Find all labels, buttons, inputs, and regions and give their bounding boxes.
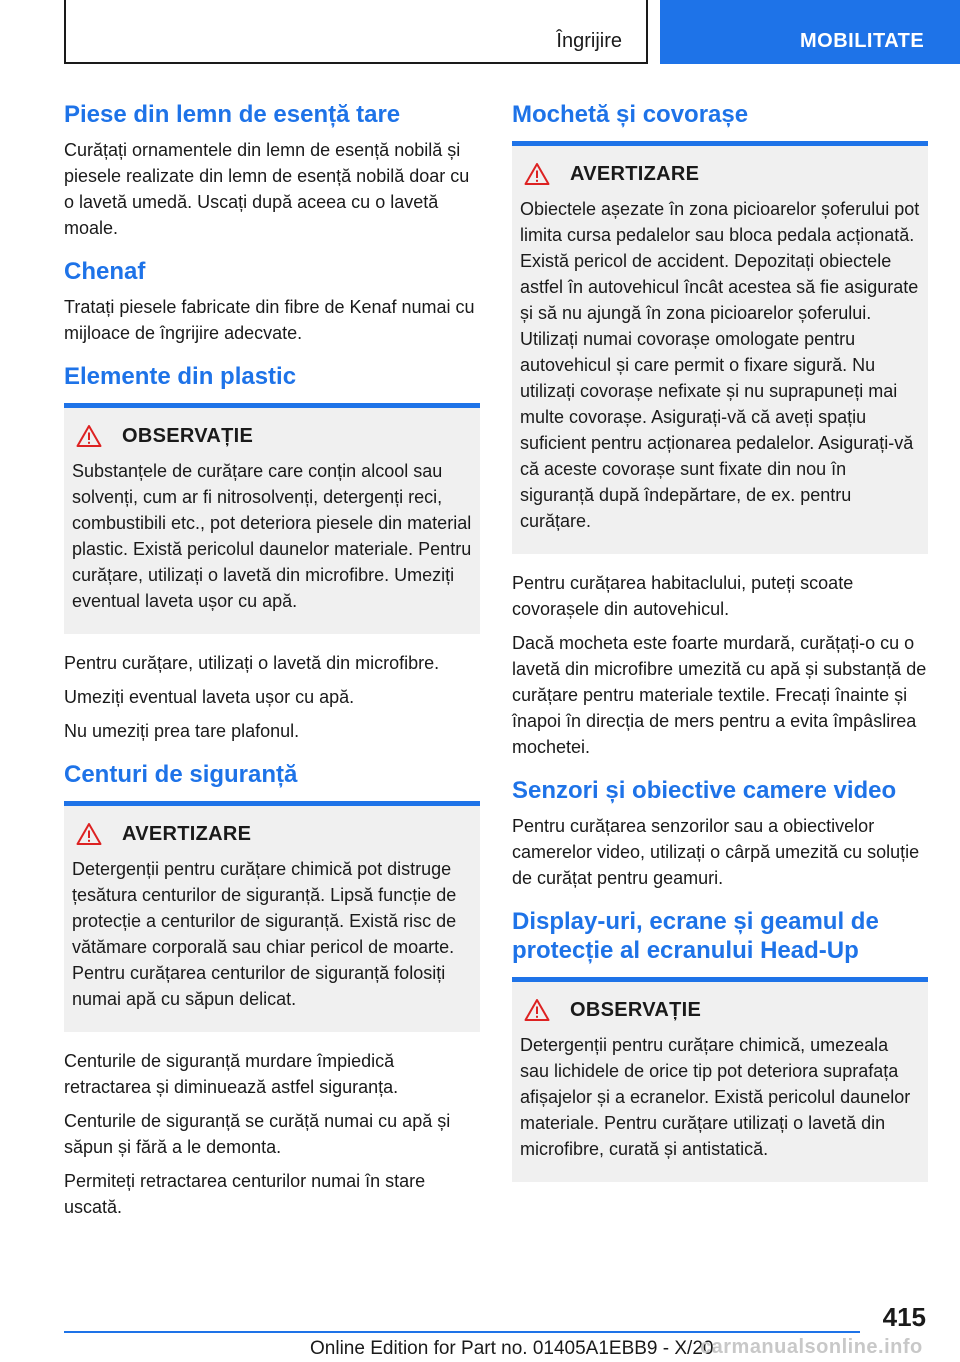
section-title-plastic: Elemente din plastic — [64, 363, 297, 390]
paragraph: Permiteți retractarea centurilor numai în stare uscată. — [64, 1171, 426, 1217]
notice-box-displays — [512, 977, 928, 1182]
header-chapter-title: MOBILITATE — [800, 30, 925, 52]
section-title-carpet: Mochetă și covorașe — [512, 101, 749, 128]
warning-title: AVERTIZARE — [122, 822, 252, 845]
section-title-sensors: Senzori și obiective camere video — [512, 777, 897, 804]
section-title-displays: Display-uri, ecrane și geamul de protecție al ecranului Head-Up — [512, 908, 879, 964]
warning-triangle-icon — [76, 822, 102, 846]
left-column — [64, 100, 480, 1236]
paragraph-kenaf: Tratați piesele fabricate din fibre de Kenaf numai cu mijloace de îngrijire adecvate. — [64, 297, 475, 343]
paragraph: Dacă mocheta este foarte murdară, curățați-o cu o lavetă din microfibre umezită cu apă și substanță de curățare pentru materiale textile. Frecați înainte și înapoi în direcția de mers pentru a evita împâslirea mochetei. — [512, 633, 927, 757]
section-title-belts: Centuri de siguranță — [64, 761, 298, 788]
warning-triangle-icon — [524, 998, 550, 1022]
header-chapter-tab — [660, 0, 960, 64]
paragraph: Pentru curățarea habitaclului, puteți scoate covorașele din autovehicul. — [512, 573, 854, 619]
notice-box-plastic — [64, 403, 480, 634]
warning-box-carpet — [512, 141, 928, 554]
paragraph: Pentru curățare, utilizați o lavetă din microfibre. — [64, 653, 440, 673]
footer-divider — [64, 1331, 860, 1333]
header-section-frame — [64, 0, 648, 64]
section-title-kenaf: Chenaf — [64, 258, 146, 285]
watermark: carmanualsonline.info — [700, 1336, 923, 1358]
paragraph: Umeziți eventual laveta ușor cu apă. — [64, 687, 355, 707]
warning-box-belts — [64, 801, 480, 1032]
warning-text: Detergenții pentru curățare chimică pot distruge țesătura centurilor de siguranță. Lipsă funcție de protecție a centurilor de siguranță. Există risc de vătămare corporală sau chiar pericol de moarte. Pentru curățarea centurilor de siguranță folosiți numai apă cu săpun delicat. — [72, 859, 457, 1009]
warning-text: Obiectele așezate în zona picioarelor șoferului pot limita cursa pedalelor sau bloca pedala acționată. Există pericol de accident. Depozitați obiectele astfel în autovehicul încât acestea să fie asigurate și să nu ajungă în zona picioarelor șoferului. Utilizați numai covorașe omologate pentru autovehicul și care permit o fixare sigură. Nu utilizați covorașe nefixate și nu suprapuneți mai multe covorașe. Asigurați-vă că aveți spațiu suficient pentru acționarea pedalelor. Asigurați-vă că aceste covorașe sunt fixate din nou în siguranță după îndepărtare, de ex. pentru curățare. — [520, 199, 920, 531]
warning-triangle-icon — [524, 162, 550, 186]
header-section-title: Îngrijire — [556, 30, 622, 52]
notice-text: Substanțele de curățare care conțin alcool sau solvenți, cum ar fi nitrosolvenți, detergenți reci, combustibili etc., pot deteriora piesele din material plastic. Există pericolul daunelor materiale. Pentru curățare, utilizați o lavetă din microfibre. Umeziți eventual laveta ușor cu apă. — [72, 461, 472, 611]
section-carpet — [512, 100, 928, 760]
notice-text: Detergenții pentru curățare chimică, umezeala sau lichidele de orice tip pot deteriora suprafața afișajelor și a ecranelor. Există pericolul daunelor materiale. Pentru curățare utilizați o lavetă din microfibre, curată și antistatică. — [520, 1035, 911, 1159]
notice-title: OBSERVAȚIE — [570, 998, 702, 1021]
section-wood — [64, 100, 480, 241]
paragraph: Nu umeziți prea tare plafonul. — [64, 721, 300, 741]
right-column — [512, 100, 928, 1198]
paragraph-wood: Curățați ornamentele din lemn de esență nobilă și piesele realizate din lemn de esență nobilă doar cu o lavetă umedă. Uscați după aceea cu o lavetă moale. — [64, 140, 470, 238]
section-plastic — [64, 362, 480, 744]
page-number: 415 — [882, 1302, 926, 1332]
paragraph: Centurile de siguranță se curăță numai cu apă și săpun și fără a le demonta. — [64, 1111, 451, 1157]
section-title-wood: Piese din lemn de esență tare — [64, 101, 401, 128]
notice-title: OBSERVAȚIE — [122, 424, 254, 447]
paragraph: Centurile de siguranță murdare împiedică retractarea și diminuează astfel siguranța. — [64, 1051, 399, 1097]
section-belts — [64, 760, 480, 1220]
paragraph-sensors: Pentru curățarea senzorilor sau a obiectivelor camerelor video, utilizați o cârpă umezită cu soluție de curățat pentru geamuri. — [512, 816, 920, 888]
section-sensors — [512, 776, 928, 891]
footer-edition: Online Edition for Part no. 01405A1EBB9 - X/20 — [310, 1338, 714, 1359]
section-displays — [512, 907, 928, 1182]
warning-triangle-icon — [76, 424, 102, 448]
warning-title: AVERTIZARE — [570, 162, 700, 185]
section-kenaf — [64, 257, 480, 346]
